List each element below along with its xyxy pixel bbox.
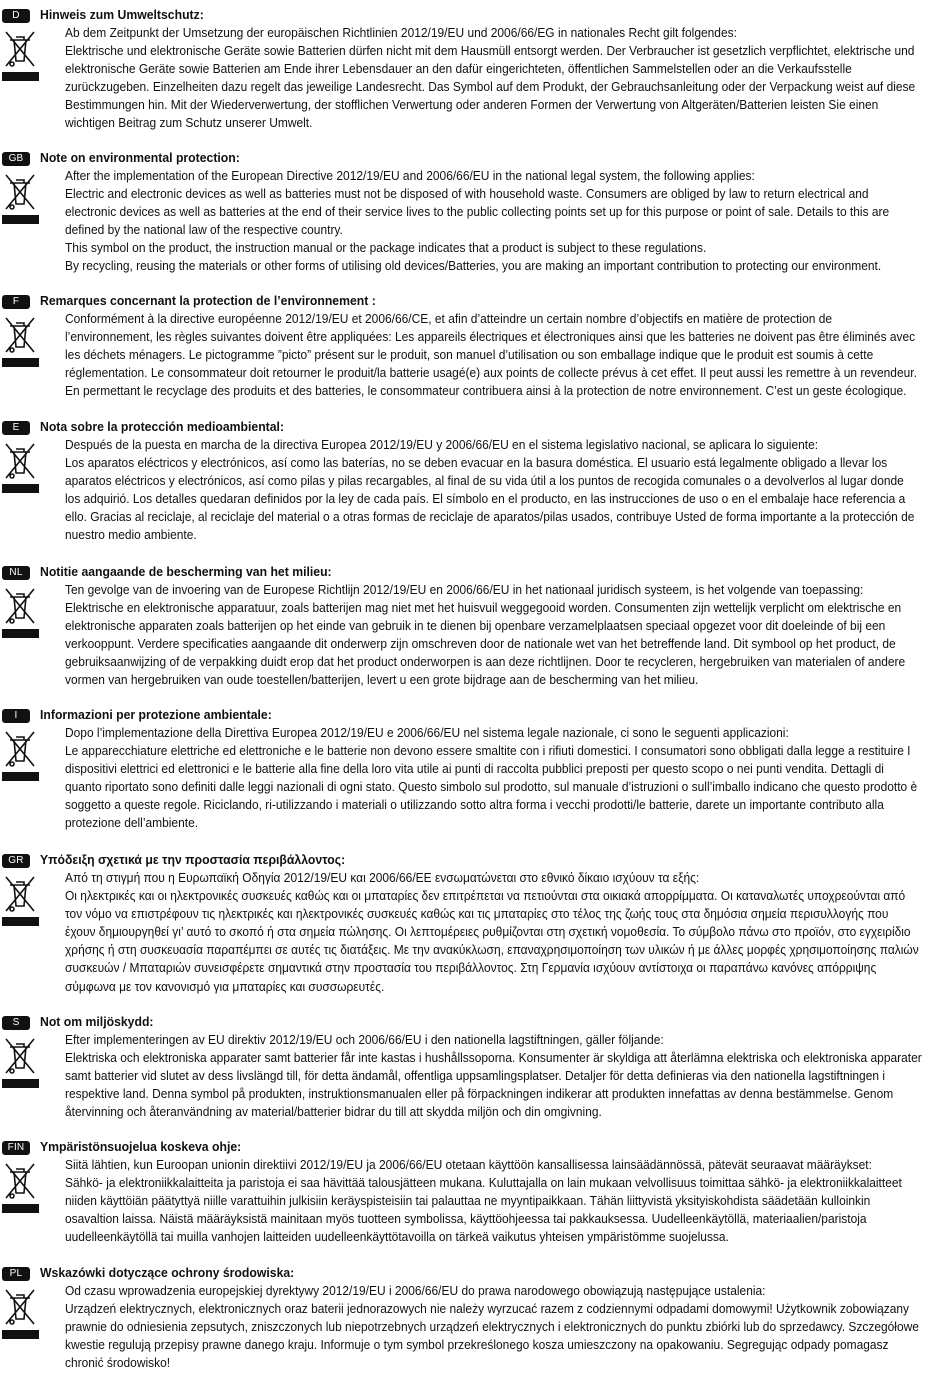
section-title: Nota sobre la protección medioambiental: (40, 419, 285, 434)
weee-bar (2, 484, 39, 493)
weee-bin-icon (2, 1035, 38, 1075)
paragraph: Από τη στιγμή που η Ευρωπαϊκή Οδηγία 2012/19/EU και 2006/66/ΕΕ ενσωματώνεται στο εθνικό δίκαιο ισχύουν τα εξής: (65, 870, 700, 885)
language-badge: GB (2, 152, 30, 166)
paragraph: Siitä lähtien, kun Euroopan unionin direktiivi 2012/19/EU ja 2006/66/EU otetaan käyttöön kansallisessa lainsäädännössä, pätevät seuraavat määräykset: (65, 1157, 872, 1172)
section-body (65, 581, 922, 690)
paragraph: Od czasu wprowadzenia europejskiej dyrektywy 2012/19/EU i 2006/66/EU do prawa narodowego obowiązują następujące ustalenia: (65, 1283, 766, 1298)
section-body (65, 1031, 922, 1121)
language-badge: I (2, 709, 30, 723)
section-title: Υπόδειξη σχετικά με την προστασία περιβάλλοντος: (40, 852, 346, 867)
weee-bin-icon (2, 1286, 38, 1326)
paragraph: Electric and electronic devices as well as batteries must not be disposed of with household waste. Consumers are obliged by law to return electrical and electronic devices as well as batteries at the end of their service lives to the public collecting points set up for this purpose or point of sale. Details to this are defined by the national law of the respective country. (65, 186, 890, 238)
language-badge: PL (2, 1267, 30, 1281)
section-title: Hinweis zum Umweltschutz: (40, 7, 204, 22)
section-body (65, 869, 922, 996)
language-badge: D (2, 9, 30, 23)
language-badge: FIN (2, 1141, 30, 1155)
paragraph: Elektrische und elektronische Geräte sowie Batterien dürfen nicht mit dem Hausmüll entsorgt werden. Der Verbraucher ist gesetzlich verpflichtet, elektrische und elektronische Geräte sowie Batterien am Ende ihrer Lebensdauer an den dafür eingerichteten, öffentlichen Sammelstellen oder an die Verkaufsstelle zurückzugeben. Einzelheiten dazu regelt das jeweilige Landesrecht. Das Symbol auf dem Produkt, der Gebrauchsanleitung oder der Verpackung weist auf diese Bestimmungen hin. Mit der Wiederverwertung, der stofflichen Verwertung oder anderen Formen der Verwertung von Altgeräten/Batterien leisten Sie einen wichtigen Beitrag zum Schutz unserer Umwelt. (65, 43, 916, 131)
paragraph: Elektriska och elektroniska apparater samt batterier får inte kastas i hushållssoporna. Konsumenter är skyldiga att återlämna elektriska och elektroniska apparater samt batterier vid slutet av dess livslängd till, för detta ändamål, offentliga uppsamlingsplatser. Detaljer för detta definieras via den nationella lagstiftningen i respektive land. Denna symbol på produkten, instruktionsmanualen eller på förpackningen indikerar att produkten innefattas av denna bestämmelse. Genom återvinning och återanvändning av material/batterier bidrar du till att skydda miljön och din omgivning. (65, 1050, 922, 1120)
section-title: Wskazówki dotyczące ochrony środowiska: (40, 1265, 295, 1280)
language-badge: F (2, 295, 30, 309)
weee-bin-icon (2, 314, 38, 354)
weee-bar (2, 1079, 39, 1088)
weee-bin-icon (2, 728, 38, 768)
paragraph: This symbol on the product, the instruction manual or the package indicates that a product is subject to these regulations. (65, 240, 707, 256)
paragraph: Los aparatos eléctricos y electrónicos, así como las baterías, no se deben evacuar en la basura doméstica. El usuario está legalmente obligado a llevar los aparatos eléctricos y electrónicos, así como pilas y pilas recargables, al final de su vida útil a los puntos de recogida comunales o a devolverlos al lugar donde los adquirió. Los detalles quedaran definidos por la ley de cada país. El símbolo en el producto, en las instrucciones de uso o en el embalaje hace referencia a ello. Gracias al reciclaje, al reciclaje del material o a otras formas de reciclaje de aparatos/pilas usados, contribuye Usted de forma importante a la protección de nuestro medio ambiente. (65, 455, 915, 543)
paragraph: By recycling, reusing the materials or other forms of utilising old devices/Batteries, you are making an important contribution to protecting our environment. (65, 258, 882, 274)
weee-bin-icon (2, 873, 38, 913)
weee-bin-icon (2, 1160, 38, 1200)
paragraph: Efter implementeringen av EU direktiv 2012/19/EU och 2006/66/EU i den nationella lagstiftningen, gäller följande: (65, 1032, 664, 1047)
paragraph: Elektrische en elektronische apparatuur, zoals batterijen mag niet met het huisvuil weggegooid worden. Consumenten zijn wettelijk verplicht om elektrische en elektronische apparaten zoals batterijen op het einde van gebruik in te dienen bij openbare verzamelplaatsen speciaal opgezet voor dit doeleinde of bij een verkooppunt. Verdere specificaties aangaande dit onderwerp zijn omschreven door de nationale wet van het betreffende land. Dit symbool op het product, de gebruiksaanwijzing of de verpakking duidt erop dat het product onderworpen is aan deze richtlijnen. Door te recycleren, hergebruiken van materialen of andere vormen van hergebruiken van oude toestellen/batterijen, levert u een grote bijdrage aan de bescherming van het milieu. (65, 600, 906, 688)
section-title: Ympäristönsuojelua koskeva ohje: (40, 1139, 242, 1154)
section-title: Remarques concernant la protection de l’environnement : (40, 293, 376, 308)
section-title: Not om miljöskydd: (40, 1014, 154, 1029)
section-body (65, 1156, 922, 1246)
weee-bin-icon (2, 171, 38, 211)
weee-bar (2, 358, 39, 367)
paragraph: Ab dem Zeitpunkt der Umsetzung der europäischen Richtlinien 2012/19/EU und 2006/66/EG in nationales Recht gilt folgendes: (65, 25, 737, 40)
weee-bar (2, 72, 39, 81)
weee-bin-icon (2, 28, 38, 68)
section-body (65, 724, 922, 833)
section-body (65, 1282, 922, 1372)
language-badge: NL (2, 566, 30, 580)
language-badge: GR (2, 854, 30, 868)
section-body (65, 436, 922, 545)
paragraph: Οι ηλεκτρικές και οι ηλεκτρονικές συσκευές καθώς και οι μπαταρίες δεν επιτρέπεται να πετιούνται στα οικιακά απορρίμματα. Οι καταναλωτές υποχρεούνται από τον νόμο να επιστρέφουν τις ηλεκτρικές και ηλεκτρονικές συσκευές καθώς και τις μπαταρίες στο τέλος της ζωής τους στα δημόσια σημεία περισυλλογής που έχουν δημιουργηθεί γι’ αυτό το σκοπό ή στα σημεία πώλησης. Οι λεπτομέρειες ρυθμίζονται στη σχετική νομοθεσία. Το σύμβολο πάνω στο προϊόν, στο εγχειρίδιο χρήσης ή στη συσκευασία παραπέμπει σε αυτές τις διατάξεις. Με την ανακύκλωση, επαναχρησιμοποίηση των υλικών ή με άλλες μορφές χρησιμοποίησης παλιών συσκευών / Μπαταριών συνεισφέρετε σημαντικά στην προστασία του περιβάλλοντος. Στη Γερμανία ισχύουν αντίστοιχα οι παραπάνω κανόνες απόρριψης σύμφωνα με τον κανονισμό για μπαταρίες και συσσωρευτές. (65, 888, 919, 994)
paragraph: Le apparecchiature elettriche ed elettroniche e le batterie non devono essere smaltite con i rifiuti domestici. I consumatori sono obbligati dalla legge a restituire I dispositivi elettrici ed elettronici e le batterie alla fine della loro vita utile ai punti di raccolta pubblici preposti per questo scopo o nei punti vendita. Dettagli di quanto riportato sono definiti dalle leggi nazionali di ogni stato. Questo simbolo sul prodotto, sul manuale d’istruzioni o sull’imballo indicano che questo prodotto è soggetto a queste regole. Riciclando, ri-utilizzando i materiali o utilizzando sotto altra forma i vecchi prodotti/le batterie, darete un importante contributo alla protezione dell’ambiente. (65, 743, 918, 831)
section-body (65, 167, 922, 276)
weee-bar (2, 917, 39, 926)
paragraph: Ten gevolge van de invoering van de Europese Richtlijn 2012/19/EU en 2006/66/EU in het nationaal juridisch systeem, is het volgende van toepassing: (65, 582, 864, 597)
section-title: Informazioni per protezione ambientale: (40, 707, 272, 722)
paragraph: Después de la puesta en marcha de la directiva Europea 2012/19/EU y 2006/66/EU en el sistema legislativo nacional, se aplicara lo siguiente: (65, 437, 819, 452)
paragraph: Sähkö- ja elektroniikkalaitteita ja paristoja ei saa hävittää talousjätteen mukana. Kuluttajalla on lain mukaan velvollisuus toimittaa sähkö- ja elektroniikkalaitteet niiden käyttöiän päätyttyä niille varattuihin julkisiin keräyspisteisiin tai palauttaa ne myyntipaikkaan. Tähän liittyvistä yksityiskohdista säädetään kulloinkin osavaltion laissa. Näistä määräyksistä mainitaan myös tuotteen symbolissa, käyttöohjeessa tai pakkauksessa. Uudelleenkäytöllä, materiaalien/paristoja uudelleenkäytöllä tai muilla vanhojen laitteiden uudelleenkäyttötavoilla on tärkeä vaikutus yhteisen ympäristömme suojelussa. (65, 1175, 902, 1245)
weee-bar (2, 1204, 39, 1213)
section-title: Note on environmental protection: (40, 150, 240, 165)
paragraph: After the implementation of the European Directive 2012/19/EU and 2006/66/EU in the national legal system, the following applies: (65, 168, 755, 183)
section-body (65, 310, 922, 400)
weee-bar (2, 629, 39, 638)
weee-bin-icon (2, 585, 38, 625)
paragraph: Urządzeń elektrycznych, elektronicznych oraz baterii jednorazowych nie należy wyrzucać razem z codziennymi odpadami domowymi! Użytkownik zobowiązany prawnie do odniesienia zepsutych, zniszczonych lub niepotrzebnych urządzeń elektrycznych i elektronicznych do punktu zbiórki lub do sprzedawcy. Szczegółowe kwestie regulują przepisy prawne danego kraju. Informuje o tym symbol przekreślonego kosza umieszczony na opakowaniu. Segregując odpady pomagasz chronić środowisko! (65, 1301, 919, 1371)
weee-bar (2, 1330, 39, 1339)
section-body (65, 24, 922, 133)
weee-bin-icon (2, 440, 38, 480)
language-badge: S (2, 1016, 30, 1030)
section-title: Notitie aangaande de bescherming van het milieu: (40, 564, 332, 579)
paragraph: Dopo l’implementazione della Direttiva Europea 2012/19/EU e 2006/66/EU nel sistema legale nazionale, ci sono le seguenti applicazioni: (65, 725, 789, 740)
language-badge: E (2, 421, 30, 435)
paragraph: Conformément à la directive européenne 2012/19/EU et 2006/66/CE, et afin d’atteindre un certain nombre d’objectifs en matière de protection de l’environnement, les règles suivantes doivent être appliquées: Les appareils électriques et électroniques ainsi que les batteries ne doivent pas être éliminés avec les déchets ménagers. Le pictogramme ”picto” présent sur le produit, son manuel d’utilisation ou son emballage indique que le produit est soumis à cette réglementation. Le consommateur doit retourner le produit/la batterie usagé(e) aux points de collecte prévus à cet effet. Il peut aussi les remettre à un revendeur. En permettant le recyclage des produits et des batteries, le consommateur contribuera ainsi à la protection de notre environnement. C’est un geste écologique. (65, 311, 917, 399)
weee-bar (2, 215, 39, 224)
weee-bar (2, 772, 39, 781)
